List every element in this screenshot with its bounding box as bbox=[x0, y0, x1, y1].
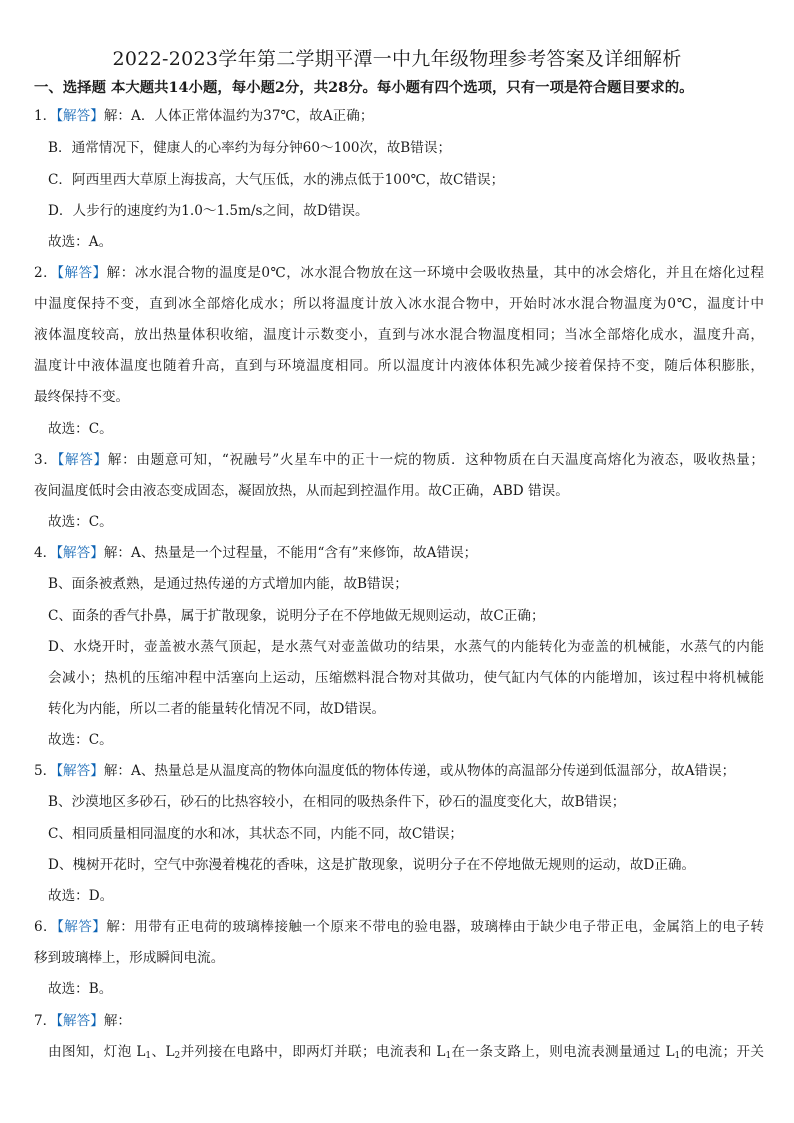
answer-tag: 【解答】 bbox=[56, 763, 104, 779]
question-4-option-c: C、面条的香气扑鼻，属于扩散现象，说明分子在不停地做无规则运动，故C正确； bbox=[48, 608, 545, 624]
question-7-first-line bbox=[34, 1010, 131, 1032]
text-fragment: 并列接在电路中，即两灯并联；电流表和 L bbox=[180, 1044, 446, 1060]
question-text: 解： bbox=[103, 1013, 132, 1029]
page-title: 2022-2023学年第二学期平潭一中九年级物理参考答案及详细解析 bbox=[112, 48, 682, 70]
question-1-first-line bbox=[34, 105, 373, 127]
question-text: 解：由题意可知，“祝融号”火星车中的正十一烷的物质．这种物质在白天温度高熔化为液态，吸收热量； bbox=[107, 452, 764, 468]
question-5-option-d: D、槐树开花时，空气中弥漫着槐花的香味，这是扩散现象，说明分子在不停地做无规则的运动，故D正确。 bbox=[48, 857, 696, 873]
subscript-1: 1 bbox=[674, 1051, 681, 1061]
answer-tag: 【解答】 bbox=[56, 108, 104, 124]
question-number: 3． bbox=[34, 452, 58, 468]
question-6-answer: 故选：B。 bbox=[48, 981, 113, 997]
question-5-option-b: B、沙漠地区多砂石，砂石的比热容较小，在相同的吸热条件下，砂石的温度变化大，故B错误； bbox=[48, 794, 626, 810]
question-4-option-d-line-1: D、水烧开时，壶盖被水蒸气顶起，是水蒸气对壶盖做功的结果，水蒸气的内能转化为壶盖的机械能，水蒸气的内能 bbox=[48, 639, 764, 655]
question-6-first-line bbox=[34, 916, 764, 938]
question-3-answer: 故选：C。 bbox=[48, 514, 113, 530]
question-text: 解：A、热量是一个过程量，不能用“含有”来修饰，故A错误； bbox=[103, 545, 478, 561]
question-4-option-d-line-3: 转化为内能，所以二者的能量转化情况不同，故D错误。 bbox=[48, 701, 386, 717]
section-heading-multiple-choice: 一、选择题 本大题共14小题，每小题2分，共28分。每小题有四个选项，只有一项是符合题目要求的。 bbox=[34, 79, 694, 96]
question-7-line-2 bbox=[48, 1041, 764, 1063]
question-5-option-c: C、相同质量相同温度的水和冰，其状态不同，内能不同，故C错误； bbox=[48, 826, 464, 842]
question-number: 2． bbox=[34, 265, 58, 281]
question-1-option-b: B．通常情况下，健康人的心率约为每分钟60～100次，故B错误； bbox=[48, 140, 452, 156]
answer-tag: 【解答】 bbox=[57, 265, 107, 281]
answer-tag: 【解答】 bbox=[57, 452, 108, 468]
question-4-option-d-line-2: 会减小；热机的压缩冲程中活塞向上运动，压缩燃料混合物对其做功，使气缸内气体的内能增加，该过程中将机械能 bbox=[48, 670, 764, 686]
question-text: 解：A．人体正常体温约为37℃，故A正确； bbox=[103, 108, 374, 124]
question-number: 7． bbox=[34, 1013, 57, 1029]
question-number: 5． bbox=[34, 763, 57, 779]
question-2-line-4: 温度计中液体温度也随着升高，直到与环境温度相同。所以温度计内液体体积先减少接着保持不变，随后体积膨胀， bbox=[34, 358, 764, 374]
question-text: 解：A、热量总是从温度高的物体向温度低的物体传递，或从物体的高温部分传递到低温部分，故A错误； bbox=[103, 763, 736, 779]
question-number: 1． bbox=[34, 108, 57, 124]
question-3-first-line bbox=[34, 449, 764, 471]
subscript-1: 1 bbox=[145, 1051, 152, 1061]
answer-tag: 【解答】 bbox=[56, 1013, 104, 1029]
question-2-first-line bbox=[34, 262, 764, 284]
question-2-line-3: 液体温度较高，放出热量体积收缩，温度计示数变小，直到与冰水混合物温度相同；当冰全部熔化成水，温度升高， bbox=[34, 327, 764, 343]
question-4-option-b: B、面条被煮熟，是通过热传递的方式增加内能，故B错误； bbox=[48, 576, 408, 592]
subscript-1: 1 bbox=[445, 1051, 452, 1061]
question-6-line-2: 移到玻璃棒上，形成瞬间电流。 bbox=[34, 950, 225, 966]
question-3-line-2: 夜间温度低时会由液态变成固态，凝固放热，从而起到控温作用。故C正确，ABD 错误。 bbox=[34, 483, 569, 499]
subscript-2: 2 bbox=[174, 1051, 181, 1061]
question-4-answer: 故选：C。 bbox=[48, 732, 113, 748]
answer-tag: 【解答】 bbox=[56, 545, 104, 561]
text-fragment: 由图知，灯泡 L bbox=[48, 1044, 146, 1060]
text-fragment: 、L bbox=[151, 1044, 175, 1060]
question-1-answer: 故选：A。 bbox=[48, 234, 113, 250]
question-text: 解：用带有正电荷的玻璃棒接触一个原来不带电的验电器，玻璃棒由于缺少电子带正电，金属箔上的电子转 bbox=[106, 919, 764, 935]
question-2-answer: 故选：C。 bbox=[48, 421, 113, 437]
question-2-line-5: 最终保持不变。 bbox=[34, 389, 130, 405]
question-5-answer: 故选：D。 bbox=[48, 888, 114, 904]
question-5-first-line bbox=[34, 760, 735, 782]
question-number: 4． bbox=[34, 545, 57, 561]
question-number: 6． bbox=[34, 919, 58, 935]
question-1-option-d: D．人步行的速度约为1.0～1.5m/s之间，故D错误。 bbox=[48, 203, 369, 219]
answer-tag: 【解答】 bbox=[57, 919, 107, 935]
question-2-line-2: 中温度保持不变，直到冰全部熔化成水；所以将温度计放入冰水混合物中，开始时冰水混合物温度为0℃，温度计中 bbox=[34, 296, 764, 312]
question-text: 解：冰水混合物的温度是0℃，冰水混合物放在这一环境中会吸收热量，其中的冰会熔化，并且在熔化过程 bbox=[106, 265, 764, 281]
text-fragment: 的电流；开关 bbox=[680, 1044, 764, 1060]
question-4-first-line bbox=[34, 542, 477, 564]
question-1-option-c: C．阿西里西大草原上海拔高，大气压低，水的沸点低于100℃，故C错误； bbox=[48, 172, 505, 188]
text-fragment: 在一条支路上，则电流表测量通过 L bbox=[451, 1044, 675, 1060]
